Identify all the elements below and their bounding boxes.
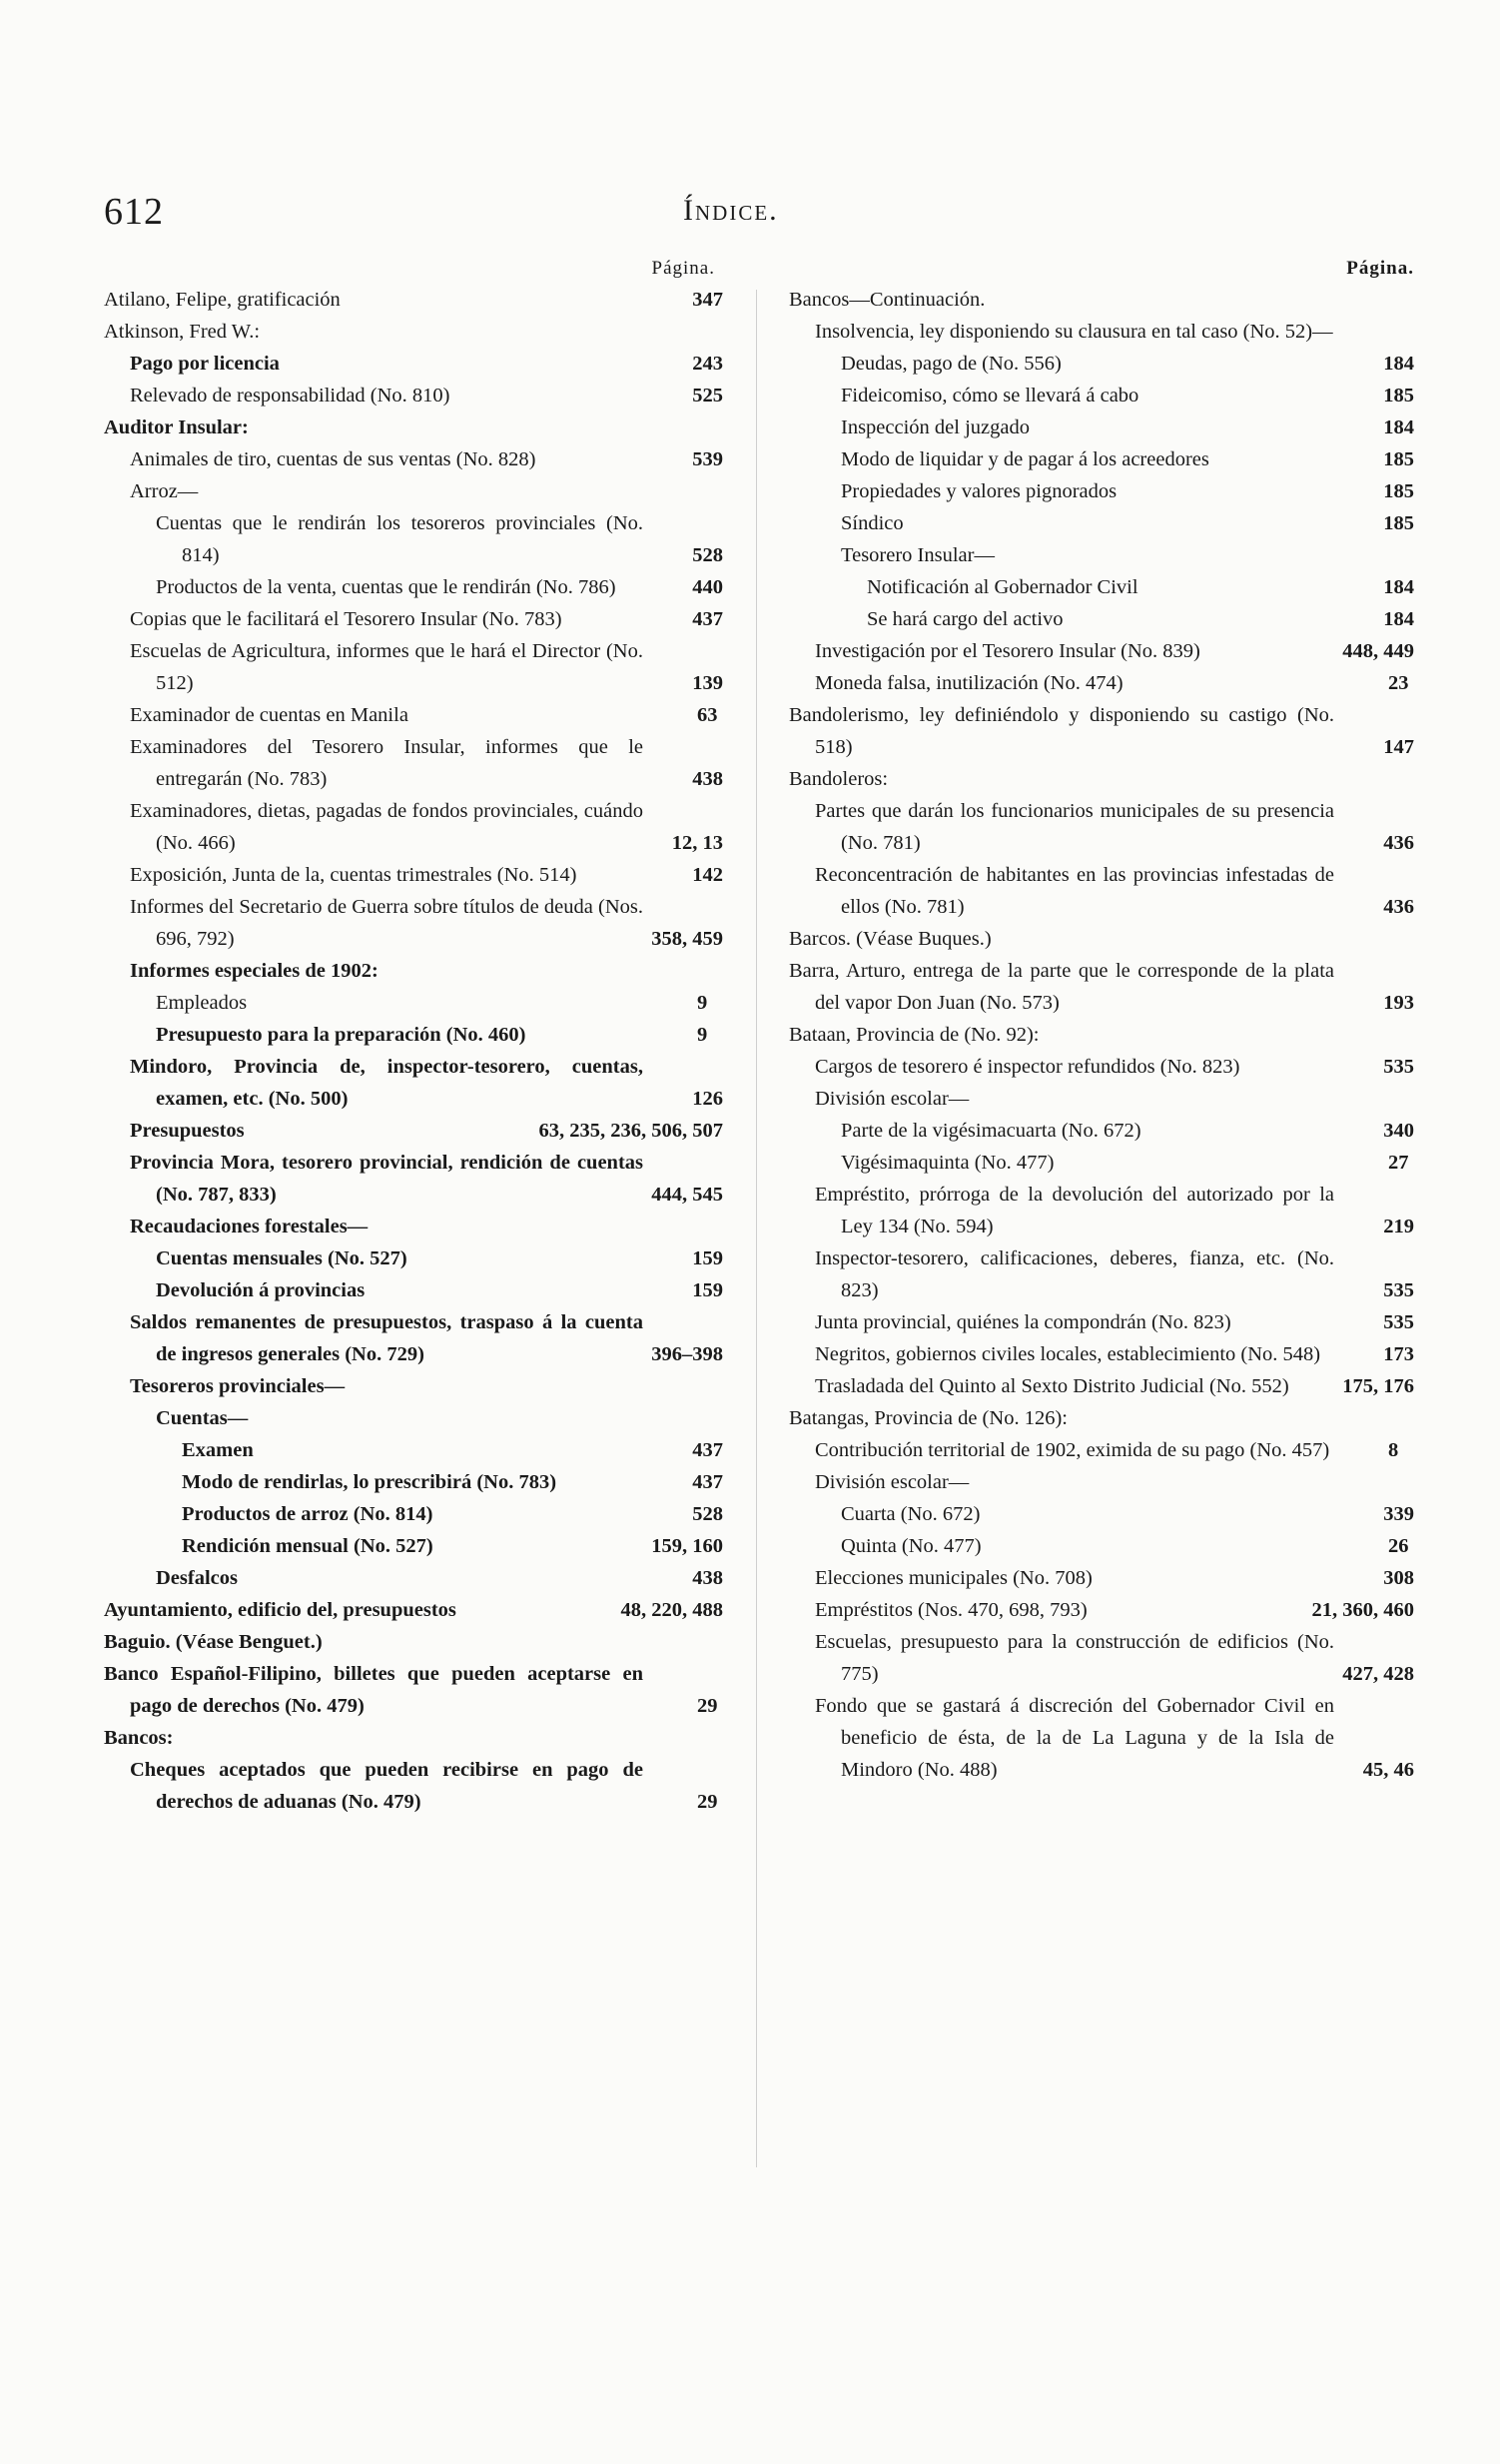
index-entry <box>104 1594 723 1626</box>
index-entry-page: 29 <box>717 1786 723 1818</box>
index-entry-text: Elecciones municipales (No. 708) <box>815 1567 1093 1589</box>
index-entry-page: 29 <box>717 1690 723 1722</box>
index-entry-text: Ayuntamiento, edificio del, presupuestos <box>104 1599 456 1621</box>
index-entry <box>104 1626 723 1658</box>
index-column-left <box>104 258 723 1818</box>
index-entry <box>104 571 723 603</box>
index-entry <box>789 571 1414 603</box>
index-entry-text: Examinadores del Tesorero Insular, informes que le entregarán (No. 783) <box>130 736 643 790</box>
index-entry-page: 26 <box>1408 1530 1414 1562</box>
index-entry-text: Bandolerismo, ley definiéndolo y disponiendo su castigo (No. 518) <box>789 704 1334 758</box>
index-entry <box>789 1051 1414 1083</box>
index-entry <box>789 1498 1414 1530</box>
index-entry-text: Se hará cargo del activo <box>867 608 1064 630</box>
index-entry-text: Barcos. (Véase Buques.) <box>789 928 992 950</box>
index-entry <box>104 1370 723 1402</box>
index-entry-page: 438 <box>712 1562 723 1594</box>
index-entry-text: Productos de arroz (No. 814) <box>182 1503 433 1525</box>
index-entry-page: 528 <box>712 539 723 571</box>
index-entry-text: Escuelas de Agricultura, informes que le hará el Director (No. 512) <box>130 640 643 694</box>
index-entry <box>789 1594 1414 1626</box>
pagina-label: Página. <box>1346 258 1414 279</box>
index-entry <box>104 1051 723 1115</box>
index-entry-page: 437 <box>712 603 723 635</box>
index-entry <box>104 1306 723 1370</box>
index-entry-page: 437 <box>712 1434 723 1466</box>
index-entry <box>789 1115 1414 1147</box>
index-entry <box>104 891 723 955</box>
index-entry-page: 440 <box>712 571 723 603</box>
index-entry-text: División escolar— <box>815 1088 970 1110</box>
column-divider <box>756 290 757 2167</box>
index-entry <box>104 348 723 380</box>
index-entry <box>789 443 1414 475</box>
index-entry-text: Empréstito, prórroga de la devolución del autorizado por la Ley 134 (No. 594) <box>815 1184 1334 1237</box>
index-entry-text: Mindoro, Provincia de, inspector-tesorero, cuentas, examen, etc. (No. 500) <box>130 1056 643 1110</box>
index-entry <box>104 859 723 891</box>
index-entry-text: Relevado de responsabilidad (No. 810) <box>130 385 450 407</box>
index-entry-text: Contribución territorial de 1902, eximida de su pago (No. 457) <box>815 1439 1330 1461</box>
index-entry-page: 63 <box>717 699 723 731</box>
index-entry-page: 173 <box>1403 1338 1414 1370</box>
index-entry <box>104 284 723 316</box>
index-entry-page: 427, 428 <box>1362 1658 1414 1690</box>
index-entry-page: 358, 459 <box>671 923 723 955</box>
index-entry-text: Barra, Arturo, entrega de la parte que le corresponde de la plata del vapor Don Juan (No. 573) <box>789 960 1334 1014</box>
index-entry <box>104 1402 723 1434</box>
index-entry-page: 339 <box>1403 1498 1414 1530</box>
index-entry-text: Provincia Mora, tesorero provincial, rendición de cuentas (No. 787, 833) <box>130 1152 643 1206</box>
pagina-label: Página. <box>651 258 715 279</box>
index-entry-page: 8 <box>1408 1434 1414 1466</box>
index-entry <box>789 1083 1414 1115</box>
index-entry-text: Atilano, Felipe, gratificación <box>104 289 341 311</box>
index-entry <box>104 475 723 507</box>
index-entry-text: Junta provincial, quiénes la compondrán (No. 823) <box>815 1311 1231 1333</box>
index-entry-text: Cuentas mensuales (No. 527) <box>156 1247 407 1269</box>
index-entry-page: 184 <box>1403 603 1414 635</box>
index-entry-text: Saldos remanentes de presupuestos, traspaso á la cuenta de ingresos generales (No. 729) <box>130 1311 643 1365</box>
index-entry <box>789 411 1414 443</box>
index-entry-page: 184 <box>1403 411 1414 443</box>
index-entry-text: Modo de liquidar y de pagar á los acreedores <box>841 448 1209 470</box>
index-entry <box>789 507 1414 539</box>
index-entry-text: Arroz— <box>130 480 199 502</box>
index-entry-text: Negritos, gobiernos civiles locales, establecimiento (No. 548) <box>815 1343 1321 1365</box>
index-entry-text: Exposición, Junta de la, cuentas trimestrales (No. 514) <box>130 864 577 886</box>
index-entry-text: Bancos—Continuación. <box>789 289 986 311</box>
index-entry-page: 185 <box>1403 443 1414 475</box>
index-entry <box>789 539 1414 571</box>
index-entry-text: Quinta (No. 477) <box>841 1535 982 1557</box>
index-entry-text: Bandoleros: <box>789 768 889 790</box>
index-entry <box>789 667 1414 699</box>
index-entry-page: 535 <box>1403 1274 1414 1306</box>
index-entry-page: 436 <box>1403 827 1414 859</box>
index-entry-page: 219 <box>1403 1211 1414 1242</box>
index-entry-text: Animales de tiro, cuentas de sus ventas (No. 828) <box>130 448 536 470</box>
index-entry-text: Copias que le facilitará el Tesorero Insular (No. 783) <box>130 608 562 630</box>
index-entry <box>789 1466 1414 1498</box>
index-entry-text: Baguio. (Véase Benguet.) <box>104 1631 323 1653</box>
index-entry <box>104 1434 723 1466</box>
index-entry-text: Cuarta (No. 672) <box>841 1503 981 1525</box>
index-entry <box>789 635 1414 667</box>
index-entry <box>104 1658 723 1722</box>
index-entry <box>789 475 1414 507</box>
index-entry <box>104 795 723 859</box>
index-entry-page: 184 <box>1403 571 1414 603</box>
index-entry-page: 448, 449 <box>1362 635 1414 667</box>
index-entry-page: 184 <box>1403 348 1414 380</box>
index-entry-page: 193 <box>1403 987 1414 1019</box>
index-entry-text: Parte de la vigésimacuarta (No. 672) <box>841 1120 1141 1142</box>
index-entry <box>104 1019 723 1051</box>
index-entry-text: Investigación por el Tesorero Insular (No. 839) <box>815 640 1200 662</box>
index-entry <box>789 1370 1414 1402</box>
index-entry-text: Desfalcos <box>156 1567 238 1589</box>
index-entry-page: 444, 545 <box>671 1179 723 1211</box>
index-entry <box>104 380 723 411</box>
right-entries <box>789 284 1414 1786</box>
index-entry-text: Informes especiales de 1902: <box>130 960 378 982</box>
index-entry-text: Empréstitos (Nos. 470, 698, 793) <box>815 1599 1088 1621</box>
index-entry <box>789 1242 1414 1306</box>
index-entry-text: Bataan, Provincia de (No. 92): <box>789 1024 1040 1046</box>
index-entry-text: Insolvencia, ley disponiendo su clausura en tal caso (No. 52)— <box>815 321 1333 343</box>
index-entry <box>789 1626 1414 1690</box>
index-entry-page: 396–398 <box>671 1338 723 1370</box>
index-entry-text: Examinador de cuentas en Manila <box>130 704 408 726</box>
index-entry-text: Cuentas— <box>156 1407 249 1429</box>
index-entry-text: Trasladada del Quinto al Sexto Distrito Judicial (No. 552) <box>815 1375 1289 1397</box>
index-entry-text: Presupuestos <box>130 1120 245 1142</box>
index-entry-text: Recaudaciones forestales— <box>130 1216 369 1237</box>
index-entry-text: Síndico <box>841 512 904 534</box>
index-entry <box>789 380 1414 411</box>
index-entry-page: 139 <box>712 667 723 699</box>
index-entry <box>104 987 723 1019</box>
index-entry <box>104 411 723 443</box>
index-entry-page: 340 <box>1403 1115 1414 1147</box>
index-entry <box>104 1274 723 1306</box>
index-entry <box>104 699 723 731</box>
index-entry <box>789 1179 1414 1242</box>
index-entry <box>789 1690 1414 1786</box>
index-entry-page: 535 <box>1403 1051 1414 1083</box>
index-entry-text: Fondo que se gastará á discreción del Gobernador Civil en beneficio de ésta, de la de La Laguna y de la Isla de Mindoro (No. 488) <box>815 1695 1334 1781</box>
index-entry-text: Inspección del juzgado <box>841 416 1030 438</box>
index-entry <box>789 1530 1414 1562</box>
index-entry-page: 9 <box>717 987 723 1019</box>
index-entry <box>789 699 1414 763</box>
index-entry-text: Tesoreros provinciales— <box>130 1375 346 1397</box>
index-entry-page: 535 <box>1403 1306 1414 1338</box>
index-entry-text: Vigésimaquinta (No. 477) <box>841 1152 1055 1174</box>
index-entry-text: Cuentas que le rendirán los tesoreros provinciales (No. 814) <box>156 512 643 566</box>
index-entry-page: 308 <box>1403 1562 1414 1594</box>
index-entry-page: 528 <box>712 1498 723 1530</box>
index-entry-text: Partes que darán los funcionarios municipales de su presencia (No. 781) <box>815 800 1334 854</box>
index-entry <box>104 1466 723 1498</box>
index-entry-text: Escuelas, presupuesto para la construcción de edificios (No. 775) <box>815 1631 1334 1685</box>
index-entry-text: Pago por licencia <box>130 353 280 375</box>
index-entry <box>104 1211 723 1242</box>
index-entry-text: Rendición mensual (No. 527) <box>182 1535 433 1557</box>
index-entry-text: Moneda falsa, inutilización (No. 474) <box>815 672 1124 694</box>
index-entry <box>104 1562 723 1594</box>
index-entry <box>789 1019 1414 1051</box>
index-entry-page: 126 <box>712 1083 723 1115</box>
index-entry-page: 159, 160 <box>671 1530 723 1562</box>
index-entry-text: División escolar— <box>815 1471 970 1493</box>
index-entry-page: 185 <box>1403 475 1414 507</box>
index-entry-text: Modo de rendirlas, lo prescribirá (No. 783) <box>182 1471 557 1493</box>
index-entry <box>789 348 1414 380</box>
index-entry <box>104 731 723 795</box>
index-entry <box>789 1402 1414 1434</box>
index-entry-page: 185 <box>1403 380 1414 411</box>
index-entry-page: 142 <box>712 859 723 891</box>
index-entry <box>104 1498 723 1530</box>
index-entry-page: 48, 220, 488 <box>641 1594 724 1626</box>
index-entry <box>789 284 1414 316</box>
index-entry-page: 21, 360, 460 <box>1332 1594 1415 1626</box>
index-entry-page: 23 <box>1408 667 1414 699</box>
index-entry-page: 539 <box>712 443 723 475</box>
index-entry-text: Reconcentración de habitantes en las provincias infestadas de ellos (No. 781) <box>815 864 1334 918</box>
index-entry <box>789 1306 1414 1338</box>
page-header <box>104 190 1402 240</box>
index-entry-text: Auditor Insular: <box>104 416 249 438</box>
index-entry <box>789 1338 1414 1370</box>
index-entry-text: Atkinson, Fred W.: <box>104 321 261 343</box>
index-entry-text: Fideicomiso, cómo se llevará á cabo <box>841 385 1139 407</box>
index-entry <box>104 1147 723 1211</box>
index-entry-text: Devolución á provincias <box>156 1279 366 1301</box>
index-entry-text: Cheques aceptados que pueden recibirse en pago de derechos de aduanas (No. 479) <box>130 1759 643 1813</box>
index-entry-text: Notificación al Gobernador Civil <box>867 576 1138 598</box>
index-entry-page: 12, 13 <box>692 827 723 859</box>
left-entries <box>104 284 723 1818</box>
index-entry-page: 175, 176 <box>1362 1370 1414 1402</box>
index-entry <box>789 859 1414 923</box>
index-entry-text: Bancos: <box>104 1727 174 1749</box>
index-entry-text: Examen <box>182 1439 254 1461</box>
index-entry-page: 27 <box>1408 1147 1414 1179</box>
index-entry <box>104 955 723 987</box>
index-entry-page: 63, 235, 236, 506, 507 <box>559 1115 724 1147</box>
index-column-right <box>789 258 1414 1786</box>
index-entry-text: Cargos de tesorero é inspector refundidos (No. 823) <box>815 1056 1240 1078</box>
index-entry-text: Productos de la venta, cuentas que le rendirán (No. 786) <box>156 576 616 598</box>
index-entry-text: Tesorero Insular— <box>841 544 995 566</box>
index-entry-page: 243 <box>712 348 723 380</box>
index-entry-page: 159 <box>712 1242 723 1274</box>
index-entry-text: Propiedades y valores pignorados <box>841 480 1118 502</box>
index-entry <box>789 1434 1414 1466</box>
page-number: 612 <box>104 191 164 233</box>
index-entry-page: 438 <box>712 763 723 795</box>
index-entry-text: Inspector-tesorero, calificaciones, deberes, fianza, etc. (No. 823) <box>815 1247 1334 1301</box>
index-entry <box>104 603 723 635</box>
index-entry-text: Informes del Secretario de Guerra sobre títulos de deuda (Nos. 696, 792) <box>130 896 643 950</box>
index-entry-text: Empleados <box>156 992 248 1014</box>
index-entry <box>104 507 723 571</box>
index-entry <box>789 603 1414 635</box>
index-entry-page: 9 <box>717 1019 723 1051</box>
index-entry <box>104 1530 723 1562</box>
index-entry <box>104 1754 723 1818</box>
index-entry-text: Presupuesto para la preparación (No. 460) <box>156 1024 526 1046</box>
index-entry <box>104 1242 723 1274</box>
index-entry-page: 436 <box>1403 891 1414 923</box>
index-entry <box>789 1562 1414 1594</box>
index-entry-text: Banco Español-Filipino, billetes que pueden aceptarse en pago de derechos (No. 479) <box>104 1663 643 1717</box>
index-entry <box>104 443 723 475</box>
index-entry <box>789 316 1414 348</box>
index-entry <box>789 763 1414 795</box>
index-entry-page: 45, 46 <box>1383 1754 1414 1786</box>
index-entry <box>104 635 723 699</box>
index-entry-page: 185 <box>1403 507 1414 539</box>
running-title: Índice. <box>683 194 779 227</box>
index-entry-text: Batangas, Provincia de (No. 126): <box>789 1407 1068 1429</box>
index-entry <box>104 316 723 348</box>
index-entry <box>104 1115 723 1147</box>
index-entry <box>104 1722 723 1754</box>
index-entry <box>789 923 1414 955</box>
index-entry-page: 147 <box>1403 731 1414 763</box>
index-entry-text: Examinadores, dietas, pagadas de fondos provinciales, cuándo (No. 466) <box>130 800 643 854</box>
index-entry <box>789 1147 1414 1179</box>
index-entry-page: 159 <box>712 1274 723 1306</box>
index-entry-page: 525 <box>712 380 723 411</box>
index-entry-page: 347 <box>712 284 723 316</box>
index-entry-text: Deudas, pago de (No. 556) <box>841 353 1062 375</box>
index-entry <box>789 795 1414 859</box>
index-entry-page: 437 <box>712 1466 723 1498</box>
index-entry <box>789 955 1414 1019</box>
